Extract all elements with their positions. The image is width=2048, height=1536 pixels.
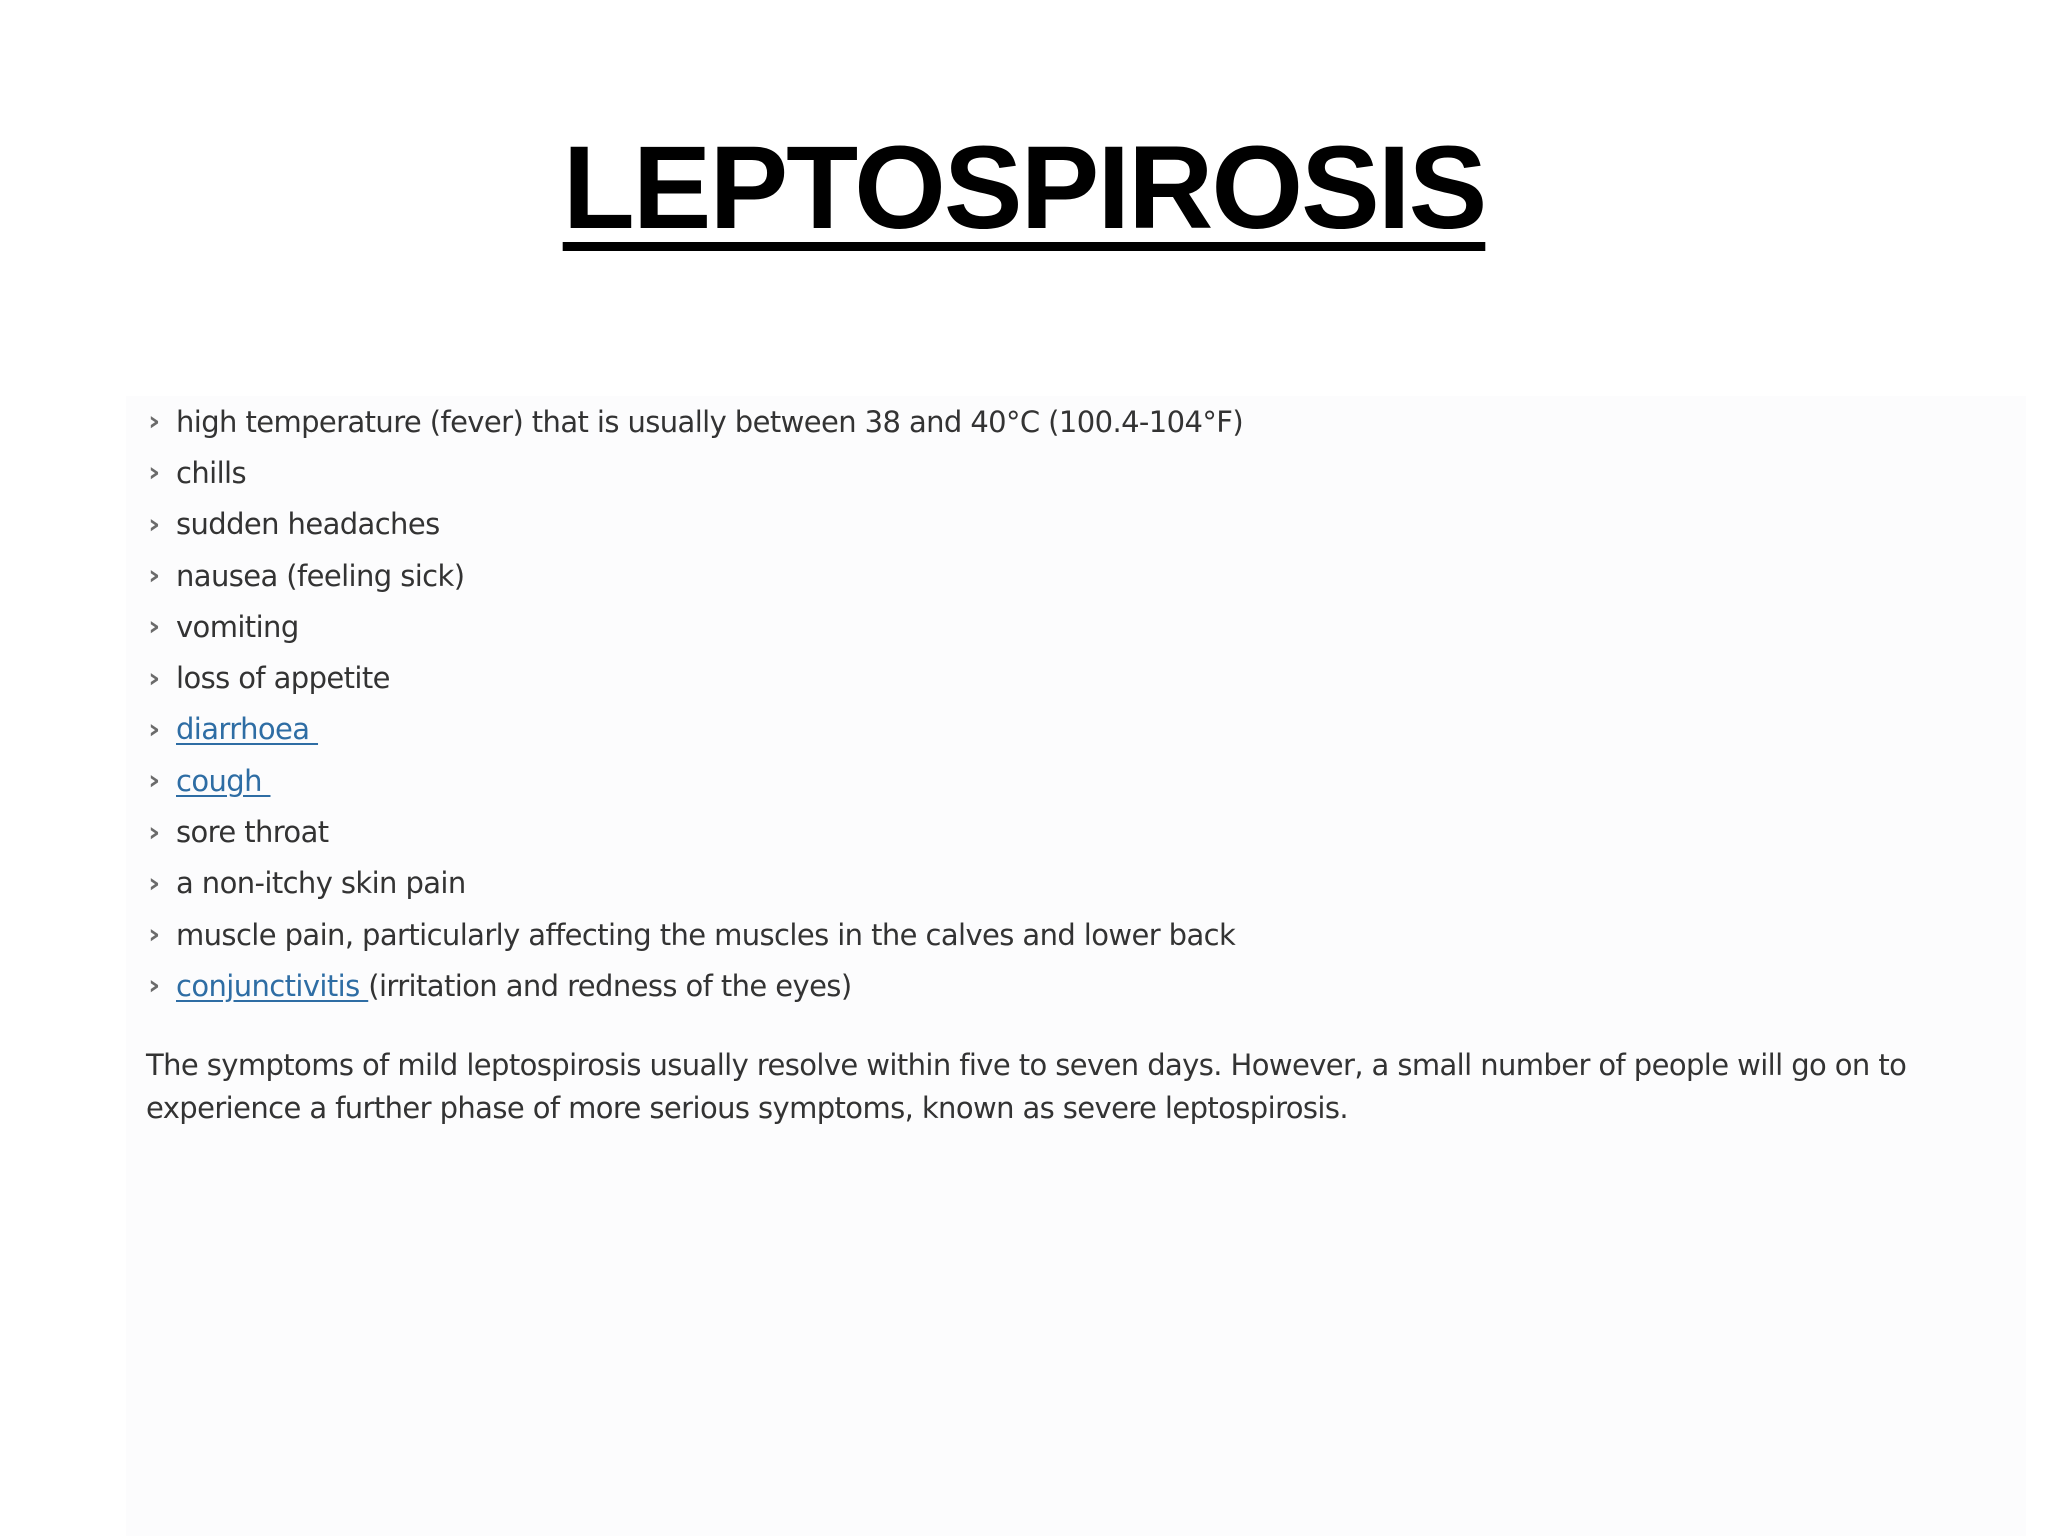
- chevron-right-icon: ›: [148, 867, 160, 900]
- symptom-text: loss of appetite: [176, 661, 390, 696]
- symptom-suffix-text: (irritation and redness of the eyes): [368, 968, 852, 1003]
- chevron-right-icon: ›: [148, 918, 160, 951]
- symptom-item: [148, 550, 1243, 601]
- chevron-right-icon: ›: [148, 405, 160, 438]
- symptom-text: sudden headaches: [176, 507, 440, 542]
- summary-paragraph: The symptoms of mild leptospirosis usually resolve within five to seven days. However, a small number of people will go on to experience a further phase of more serious symptoms, known as severe leptospirosis.: [146, 1048, 1907, 1125]
- chevron-right-icon: ›: [148, 457, 160, 489]
- symptom-item: [148, 499, 1243, 550]
- slide-title-text: LEPTOSPIROSIS: [562, 122, 1486, 254]
- symptom-text: a non-itchy skin pain: [176, 866, 466, 901]
- chevron-right-icon: ›: [148, 662, 160, 694]
- chevron-right-icon: ›: [148, 713, 160, 746]
- symptom-link[interactable]: diarrhoea: [176, 712, 319, 747]
- symptom-item: [148, 755, 1243, 806]
- chevron-right-icon: ›: [148, 611, 160, 643]
- symptom-text: muscle pain, particularly affecting the muscles in the calves and lower back: [176, 917, 1236, 952]
- chevron-right-icon: ›: [148, 816, 160, 848]
- symptom-text: chills: [176, 455, 247, 490]
- symptom-item: [148, 652, 1243, 703]
- chevron-right-icon: ›: [148, 508, 160, 540]
- content-panel: [126, 396, 2026, 1536]
- chevron-right-icon: ›: [148, 970, 160, 1002]
- symptom-text: sore throat: [176, 815, 329, 850]
- symptom-item: [148, 960, 1243, 1011]
- symptom-item: [148, 601, 1243, 652]
- symptom-link[interactable]: conjunctivitis: [176, 968, 369, 1003]
- symptom-item: [148, 806, 1243, 857]
- symptom-link[interactable]: cough: [176, 763, 271, 798]
- symptom-text: vomiting: [176, 609, 299, 644]
- symptom-list: [148, 396, 1243, 1012]
- chevron-right-icon: ›: [148, 764, 160, 797]
- symptom-item: [148, 858, 1243, 909]
- symptom-item: [148, 447, 1243, 498]
- symptom-item: [148, 704, 1243, 755]
- symptom-text: nausea (feeling sick): [176, 558, 465, 593]
- symptom-item: [148, 909, 1243, 960]
- chevron-right-icon: ›: [148, 559, 160, 592]
- slide-title: [0, 118, 2048, 258]
- symptom-item: [148, 396, 1243, 447]
- symptom-text: high temperature (fever) that is usually between 38 and 40°C (100.4-104°F): [176, 404, 1244, 439]
